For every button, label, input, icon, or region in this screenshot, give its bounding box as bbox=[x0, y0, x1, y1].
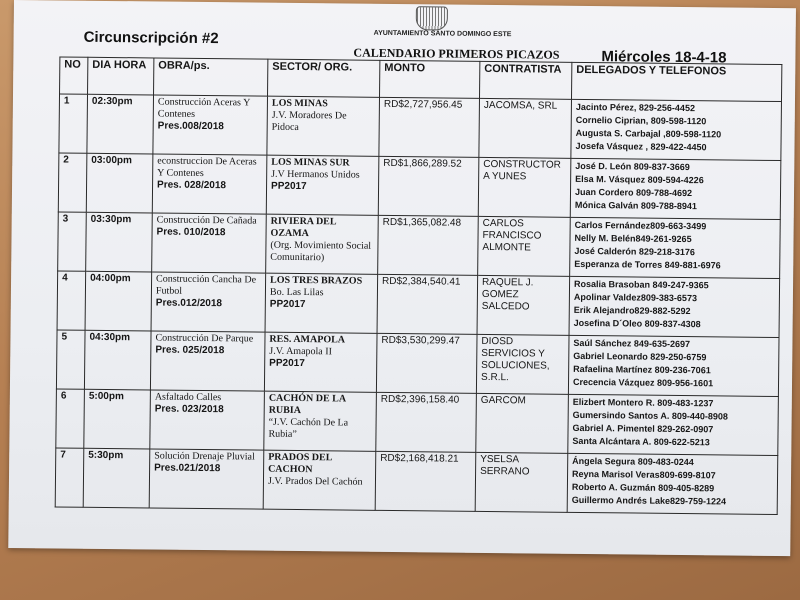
row-number: 6 bbox=[56, 389, 85, 448]
row-contratista: DIOSD SERVICIOS Y SOLUCIONES, S.R.L. bbox=[476, 334, 569, 394]
obra-description: Construcción De Parque bbox=[155, 332, 254, 345]
obra-description: Construcción Aceras Y Contenes bbox=[157, 96, 251, 120]
table-row bbox=[56, 389, 779, 456]
row-contratista: CARLOS FRANCISCO ALMONTE bbox=[478, 216, 571, 276]
municipal-seal-icon bbox=[416, 6, 448, 30]
row-monto: RD$2,168,418.21 bbox=[375, 451, 476, 511]
sector-name: CACHÓN DE LA RUBIA bbox=[268, 392, 346, 417]
obra-presupuesto: Pres. 023/2018 bbox=[154, 403, 224, 416]
row-time: 03:30pm bbox=[86, 212, 153, 272]
row-monto: RD$3,530,299.47 bbox=[376, 333, 477, 393]
col-header-sector: SECTOR/ ORG. bbox=[268, 59, 380, 97]
delegado-entry: Saúl Sánchez 849-635-2697 bbox=[573, 337, 691, 350]
sector-org: J.V Hermanos Unidos bbox=[271, 168, 360, 181]
row-delegados bbox=[568, 335, 779, 396]
sector-org: (Org. Movimiento Social Comunitario) bbox=[270, 239, 372, 264]
delegado-entry: José Calderón 829-218-3176 bbox=[574, 245, 696, 258]
delegado-entry: Gumersindo Santos A. 809-440-8908 bbox=[572, 409, 728, 422]
row-contratista: CONSTRUCTOR A YUNES bbox=[478, 157, 571, 217]
col-header-dia-hora: DIA HORA bbox=[88, 57, 154, 95]
obra-description: Asfaltado Calles bbox=[154, 391, 222, 404]
row-obra bbox=[151, 272, 266, 332]
row-monto: RD$1,365,082.48 bbox=[378, 215, 479, 275]
row-time: 02:30pm bbox=[87, 94, 154, 154]
row-obra bbox=[152, 154, 267, 214]
row-sector bbox=[266, 214, 379, 274]
row-obra bbox=[153, 95, 268, 155]
delegado-entry: Apolinar Valdez809-383-6573 bbox=[573, 291, 698, 304]
row-time: 5:00pm bbox=[84, 389, 151, 449]
delegado-entry: Josefa Vásquez , 829-422-4450 bbox=[575, 140, 707, 153]
delegado-entry: Rafaelina Martínez 809-236-7061 bbox=[573, 363, 711, 376]
delegado-entry: Augusta S. Carbajal ,809-598-1120 bbox=[575, 127, 722, 140]
sector-org: J.V. Moradores De Pidoca bbox=[271, 109, 347, 133]
table-row bbox=[58, 212, 781, 279]
row-monto: RD$2,384,540.41 bbox=[377, 274, 478, 334]
delegado-entry: Elizbert Montero R. 809-483-1237 bbox=[572, 396, 714, 409]
row-number: 1 bbox=[59, 94, 88, 153]
table-row bbox=[57, 271, 780, 338]
row-delegados bbox=[567, 453, 778, 514]
row-obra bbox=[152, 213, 267, 273]
row-obra bbox=[150, 390, 265, 450]
col-header-delegados: DELEGADOS Y TELEFONOS bbox=[571, 62, 781, 101]
row-sector bbox=[267, 96, 380, 156]
sector-name: PRADOS DEL CACHON bbox=[268, 451, 332, 476]
row-sector bbox=[266, 155, 379, 215]
col-header-contratista: CONTRATISTA bbox=[479, 61, 571, 99]
row-time: 5:30pm bbox=[83, 448, 150, 508]
row-number: 4 bbox=[57, 271, 86, 330]
organization-name: AYUNTAMIENTO SANTO DOMINGO ESTE bbox=[373, 29, 512, 39]
delegado-entry: Roberto A. Guzmán 809-405-8289 bbox=[571, 481, 715, 494]
delegado-entry: Reyna Marisol Veras809-699-8107 bbox=[572, 468, 716, 481]
table-row bbox=[59, 94, 782, 161]
delegado-entry: Crecencia Vázquez 809-956-1601 bbox=[572, 376, 714, 389]
sector-name: RIVIERA DEL OZAMA bbox=[270, 215, 337, 240]
sector-pp: PP2017 bbox=[271, 180, 307, 193]
obra-presupuesto: Pres.008/2018 bbox=[157, 120, 224, 133]
obra-description: Construcción De Cañada bbox=[156, 214, 257, 227]
row-time: 04:00pm bbox=[85, 271, 152, 331]
obra-presupuesto: Pres.012/2018 bbox=[155, 297, 223, 310]
row-sector bbox=[263, 450, 376, 510]
delegado-entry: Carlos Fernández809-663-3499 bbox=[574, 219, 707, 232]
sector-org: Bo. Las Lilas bbox=[269, 286, 324, 299]
row-obra bbox=[149, 449, 264, 509]
col-header-no: NO bbox=[60, 57, 88, 94]
sector-org: J.V. Prados Del Cachón bbox=[267, 475, 363, 488]
row-contratista: GARCOM bbox=[476, 393, 569, 453]
delegado-entry: Cornelio Ciprian, 809-598-1120 bbox=[575, 114, 707, 127]
sector-pp: PP2017 bbox=[269, 357, 305, 370]
schedule-table bbox=[55, 56, 783, 515]
row-monto: RD$2,727,956.45 bbox=[379, 97, 480, 157]
row-delegados bbox=[570, 158, 781, 219]
delegado-entry: Ángela Segura 809-483-0244 bbox=[572, 455, 694, 468]
row-monto: RD$1,866,289.52 bbox=[378, 156, 479, 216]
sector-pp: PP2017 bbox=[269, 298, 306, 311]
sector-name: LOS TRES BRAZOS bbox=[270, 274, 363, 287]
obra-description: Construcción Cancha De Futbol bbox=[155, 273, 257, 297]
row-number: 7 bbox=[55, 448, 84, 507]
col-header-obra: OBRA/ps. bbox=[154, 58, 268, 96]
row-number: 5 bbox=[56, 330, 85, 389]
sector-name: RES. AMAPOLA bbox=[269, 333, 346, 346]
row-sector bbox=[264, 332, 377, 392]
circunscripcion-title: Circunscripción #2 bbox=[83, 28, 219, 48]
obra-presupuesto: Pres. 025/2018 bbox=[155, 344, 225, 357]
delegado-entry: Elsa M. Vásquez 809-594-4226 bbox=[575, 173, 704, 186]
sector-org: J.V. Amapola II bbox=[269, 345, 332, 358]
sector-name: LOS MINAS bbox=[271, 97, 328, 110]
schedule-rows bbox=[55, 94, 781, 515]
delegado-entry: Santa Alcántara A. 809-622-5213 bbox=[572, 435, 710, 448]
delegado-entry: Nelly M. Belén849-261-9265 bbox=[574, 232, 692, 245]
row-obra bbox=[150, 331, 265, 391]
row-number: 2 bbox=[58, 153, 87, 212]
sector-org: “J.V. Cachón De La Rubia” bbox=[268, 416, 349, 440]
row-time: 03:00pm bbox=[86, 153, 153, 213]
row-delegados bbox=[570, 217, 781, 278]
sector-name: LOS MINAS SUR bbox=[271, 156, 350, 169]
table-row bbox=[58, 153, 781, 220]
table-row bbox=[55, 448, 778, 515]
delegado-entry: Josefina D´Oleo 809-837-4308 bbox=[573, 317, 701, 330]
delegado-entry: Esperanza de Torres 849-881-6976 bbox=[574, 258, 721, 271]
row-contratista: RAQUEL J. GOMEZ SALCEDO bbox=[477, 275, 570, 335]
delegado-entry: Guillermo Andrés Lake829-759-1224 bbox=[571, 494, 727, 507]
delegado-entry: Rosalia Brasoban 849-247-9365 bbox=[574, 278, 709, 291]
schedule-date: Miércoles 18-4-18 bbox=[601, 48, 727, 67]
row-contratista: YSELSA SERRANO bbox=[475, 452, 568, 512]
obra-presupuesto: Pres.021/2018 bbox=[154, 462, 221, 475]
delegado-entry: José D. León 809-837-3669 bbox=[575, 160, 690, 173]
row-delegados bbox=[568, 394, 779, 455]
obra-presupuesto: Pres. 028/2018 bbox=[157, 179, 227, 192]
row-time: 04:30pm bbox=[84, 330, 151, 390]
delegado-entry: Erik Alejandro829-882-5292 bbox=[573, 304, 691, 317]
row-monto: RD$2,396,158.40 bbox=[376, 392, 477, 452]
document-sheet bbox=[8, 0, 796, 556]
delegado-entry: Juan Cordero 809-788-4692 bbox=[574, 186, 693, 199]
calendar-title: CALENDARIO PRIMEROS PICAZOS bbox=[353, 45, 560, 62]
delegado-entry: Mónica Galván 809-788-8941 bbox=[574, 199, 698, 212]
obra-description: Solución Drenaje Pluvial bbox=[154, 450, 255, 463]
obra-presupuesto: Pres. 010/2018 bbox=[156, 226, 226, 239]
row-contratista: JACOMSA, SRL bbox=[479, 98, 572, 158]
delegado-entry: Jacinto Pérez, 829-256-4452 bbox=[575, 101, 696, 114]
row-number: 3 bbox=[58, 212, 87, 271]
table-row bbox=[56, 330, 779, 397]
row-sector bbox=[264, 391, 377, 451]
col-header-monto: MONTO bbox=[380, 60, 480, 98]
row-sector bbox=[265, 273, 378, 333]
row-delegados bbox=[569, 276, 780, 337]
delegado-entry: Gabriel A. Pimentel 829-262-0907 bbox=[572, 422, 714, 435]
row-delegados bbox=[571, 99, 782, 160]
obra-description: econstruccion De Aceras Y Contenes bbox=[157, 155, 257, 179]
delegado-entry: Gabriel Leonardo 829-250-6759 bbox=[573, 350, 707, 363]
